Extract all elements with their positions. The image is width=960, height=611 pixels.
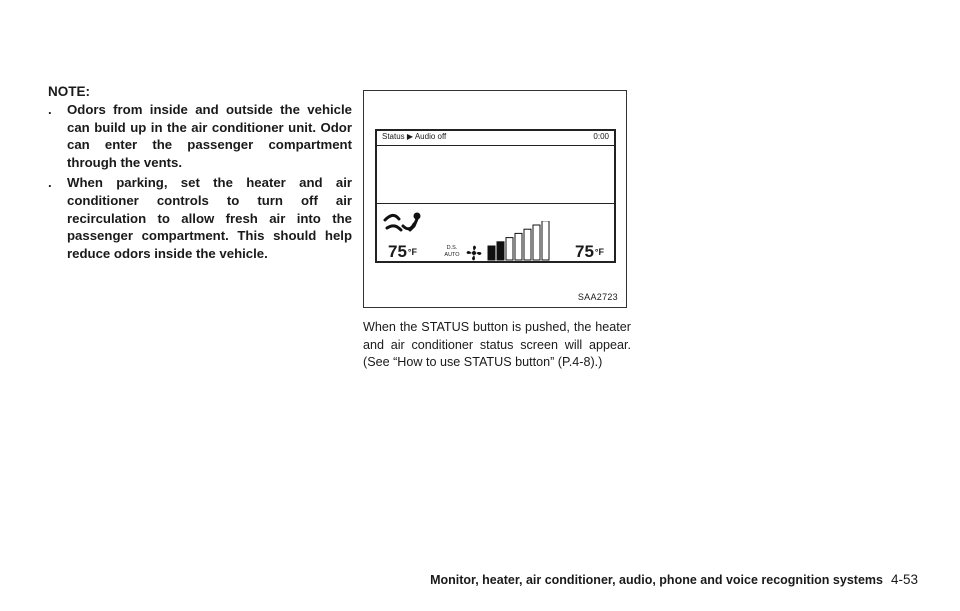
description-text: When the STATUS button is pushed, the heater and air conditioner status screen will appear. (See “How to use STATUS button” (P.4-8).) bbox=[363, 320, 631, 370]
driver-temp-value: 75 bbox=[388, 242, 407, 261]
note-item-text: Odors from inside and outside the vehicle can build up in the air conditioner unit. Odor can enter the passenger compartment through the vents. bbox=[67, 102, 352, 170]
fan-bar-empty bbox=[524, 229, 531, 260]
note-section bbox=[48, 83, 352, 265]
divider bbox=[377, 203, 614, 204]
divider bbox=[377, 145, 614, 146]
fan-icon bbox=[465, 244, 483, 262]
bullet-icon: . bbox=[48, 102, 52, 117]
status-screen bbox=[375, 129, 616, 263]
note-item bbox=[48, 174, 352, 262]
mode-line-1: D.S. bbox=[446, 245, 458, 251]
fan-bar-empty bbox=[506, 238, 513, 260]
fan-bar-empty bbox=[515, 233, 522, 260]
status-bar bbox=[377, 131, 614, 145]
fan-bar-filled bbox=[497, 242, 504, 260]
note-heading: NOTE: bbox=[48, 84, 90, 99]
note-item-text: When parking, set the heater and air conditioner controls to turn off air recirculation to allow fresh air into the passenger compartment. This should help reduce odors inside the vehicle. bbox=[67, 175, 352, 261]
airflow-icon bbox=[383, 210, 423, 238]
fan-bar-empty bbox=[533, 225, 540, 260]
fan-bar-empty bbox=[542, 221, 549, 260]
temp-unit: °F bbox=[407, 247, 418, 257]
status-text: Status ▶ Audio off bbox=[382, 132, 447, 141]
driver-temperature bbox=[388, 243, 417, 261]
passenger-temperature bbox=[575, 243, 604, 261]
page-footer bbox=[430, 572, 918, 588]
note-item bbox=[48, 101, 352, 171]
bullet-icon: . bbox=[48, 175, 52, 191]
page-number: 4-53 bbox=[890, 572, 918, 587]
note-list bbox=[48, 101, 352, 262]
mode-indicator bbox=[442, 245, 462, 258]
status-screen-figure bbox=[363, 90, 627, 308]
fan-speed-bars bbox=[487, 221, 551, 261]
temp-unit: °F bbox=[594, 247, 605, 257]
fan-bar-filled bbox=[488, 246, 495, 260]
mode-line-2: AUTO bbox=[444, 251, 460, 258]
passenger-temp-value: 75 bbox=[575, 242, 594, 261]
footer-section-title: Monitor, heater, air conditioner, audio, phone and voice recognition systems bbox=[430, 573, 883, 587]
figure-caption: SAA2723 bbox=[577, 292, 618, 302]
clock-time: 0:00 bbox=[593, 132, 609, 141]
